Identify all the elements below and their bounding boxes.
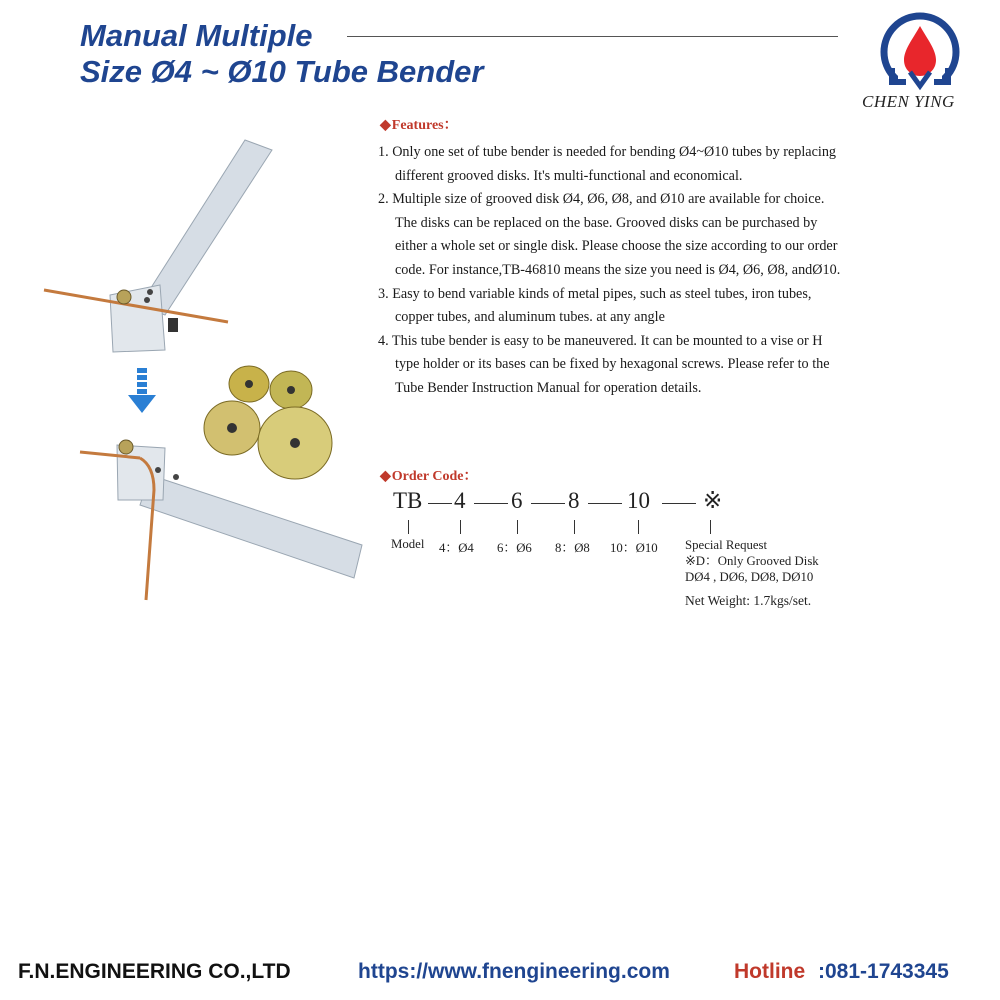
special-request xyxy=(685,537,819,585)
order-code-segment: 4 xyxy=(454,488,466,513)
order-code-segment: 10 xyxy=(627,488,650,513)
feature-item: 2. Multiple size of grooved disk Ø4, Ø6, Ø8, and Ø10 are available for choice. The disks can be replaced on the base. Grooved disks can be purchased by either a whole set or single disk. Please choose the size according to our order code. For instance,TB-46810 means the size you need is Ø4, Ø6, Ø8, andØ10. xyxy=(378,191,841,278)
order-code-tick xyxy=(710,520,711,534)
feature-item: 1. Only one set of tube bender is needed for bending Ø4~Ø10 tubes by replacing different grooved disks. It's multi-functional and economical. xyxy=(378,144,837,184)
order-code-segment: 8 xyxy=(568,488,580,513)
order-code-dash xyxy=(588,503,622,504)
chen-ying-logo-icon xyxy=(878,12,962,96)
order-code-tick xyxy=(517,520,518,534)
order-code-dash xyxy=(662,503,696,504)
hotline-label: Hotline xyxy=(734,960,806,983)
order-code-tick xyxy=(408,520,409,534)
special-request-line: ※D：Only Grooved Disk xyxy=(685,554,819,568)
tube-bender-photo-top xyxy=(44,140,272,352)
order-code-label-model: Model xyxy=(391,537,425,551)
order-code-tick xyxy=(460,520,461,534)
features-list xyxy=(378,141,848,401)
order-code-segment: 6 xyxy=(511,488,523,513)
website-link[interactable]: https://www.fnengineering.com xyxy=(358,960,670,983)
order-code-label: 10：Ø10 xyxy=(610,541,658,555)
order-code-dash xyxy=(474,503,508,504)
company-name: F.N.ENGINEERING CO.,LTD xyxy=(18,960,291,983)
grooved-disks-photo xyxy=(204,366,332,479)
footer xyxy=(0,960,1000,990)
special-request-line: DØ4 , DØ6, DØ8, DØ10 xyxy=(685,570,814,584)
title-divider xyxy=(347,36,838,37)
order-code-segment: TB xyxy=(393,488,423,513)
brand-name: CHEN YING xyxy=(862,92,955,111)
order-code-label: 8：Ø8 xyxy=(555,541,590,555)
order-code-label: 4：Ø4 xyxy=(439,541,474,555)
order-code-heading-text: Order Code： xyxy=(391,469,478,484)
net-weight: Net Weight: 1.7kgs/set. xyxy=(685,593,812,608)
feature-item: 4. This tube bender is easy to be maneuvered. It can be mounted to a vise or H type holder or its bases can be fixed by hexagonal screws. Please refer to the Tube Bender Instruction Manual for operation details. xyxy=(378,332,830,396)
order-code-heading xyxy=(380,465,477,485)
feature-item: 3. Easy to bend variable kinds of metal pipes, such as steel tubes, iron tubes, copper tubes, and aluminum tubes. at any angle xyxy=(378,285,812,326)
order-code-dash xyxy=(428,503,452,504)
order-code-dash xyxy=(531,503,565,504)
diamond-bullet-icon: ◆ xyxy=(380,118,391,133)
hotline-number[interactable]: :081-1743345 xyxy=(818,960,949,983)
page-title-line1: Manual Multiple xyxy=(80,18,313,53)
product-photos xyxy=(0,0,380,620)
diamond-bullet-icon: ◆ xyxy=(380,469,391,484)
page-title-line2: Size Ø4 ~ Ø10 Tube Bender xyxy=(80,54,484,89)
order-code-tick xyxy=(574,520,575,534)
features-heading-text: Features： xyxy=(391,118,458,133)
order-code-label: 6：Ø6 xyxy=(497,541,532,555)
order-code-tick xyxy=(638,520,639,534)
special-request-title: Special Request xyxy=(685,538,768,552)
arrow-down-icon xyxy=(128,368,156,413)
features-heading xyxy=(380,114,458,134)
order-code-segment: ※ xyxy=(703,488,723,513)
